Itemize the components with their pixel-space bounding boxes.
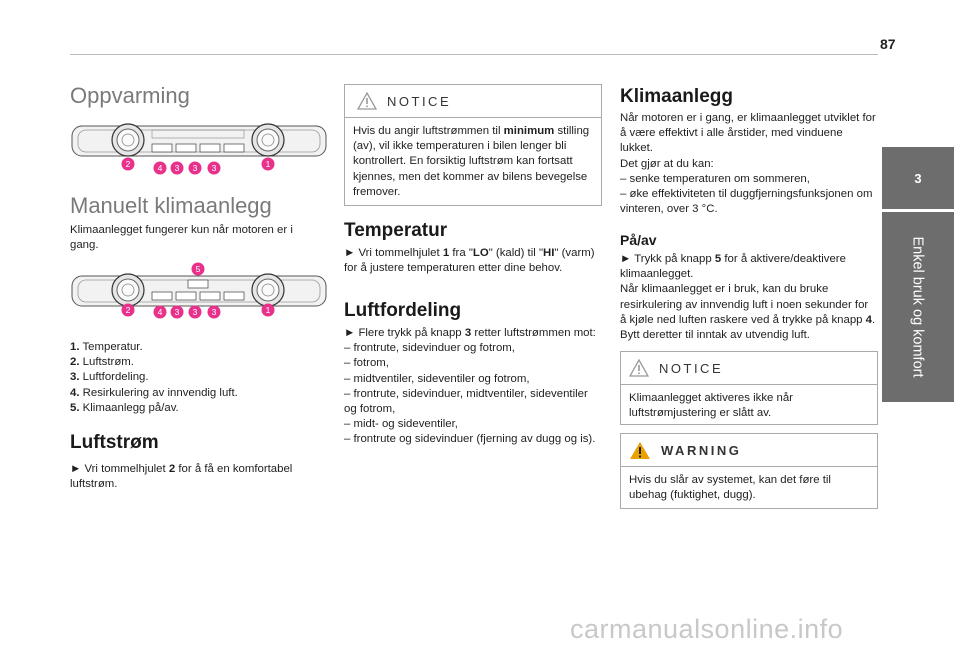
legend-item: 2. Luftstrøm. [70, 356, 134, 369]
temperature-knob-left [112, 124, 144, 156]
callout-label: 3 [174, 307, 180, 317]
heading-oppvarming: Oppvarming [70, 83, 190, 108]
notice-triangle-icon [357, 92, 377, 110]
heading-manuelt-klimaanlegg: Manuelt klimaanlegg [70, 193, 272, 218]
notice-header [345, 85, 601, 118]
chapter-title: Enkel bruk og komfort [910, 236, 927, 378]
header-rule [70, 54, 878, 55]
notice-header [621, 352, 877, 385]
callout-markers-1 [122, 158, 275, 175]
list-item: – frontrute og sidevinduer (fjerning av dugg og is). [344, 433, 596, 446]
heading-luftstrom: Luftstrøm [70, 432, 159, 453]
heading-temperatur: Temperatur [344, 220, 448, 241]
notice-box-1 [344, 84, 602, 206]
paav-text: ► Trykk på knapp 5 for å aktivere/deaktivere klimaanlegget. Når klimaanlegget er i bruk, kan du bruke resirkulering av innvendig luft i noen sekunder for å kjøle ned luften raskere ved å trykke på knapp 4. Bytt deretter til inntak av utvendig luft. [620, 253, 876, 342]
callout-label: 5 [195, 264, 201, 274]
warning-box [620, 433, 878, 509]
temperature-knob-right [252, 274, 284, 306]
callout-label: 3 [211, 307, 217, 317]
intro-text: Klimaanlegget fungerer kun når motoren er i gang. [70, 224, 293, 252]
temperature-knob-left [112, 274, 144, 306]
klimaanlegg-text: Når motoren er i gang, er klimaanlegget utviklet for å være effektivt i alle årstider, med vinduene lukket. Det gjør at du kan: – senke temperaturen om sommeren, – øke effektiviteten til duggfjerningsfunksjonen om vinteren, over 3 °C. [620, 111, 876, 217]
legend-item: 5. Klimaanlegg på/av. [70, 401, 179, 414]
callout-label: 2 [125, 159, 131, 169]
warning-triangle-icon [629, 441, 651, 460]
temperatur-text: ► Vri tommelhjulet 1 fra "LO" (kald) til "HI" (varm) for å justere temperaturen etter dine behov. [344, 247, 595, 275]
list-item: – midt- og sideventiler, [344, 418, 458, 431]
list-item: – frontrute, sidevinduer, midtventiler, sideventiler og fotrom, [344, 387, 588, 416]
callout-label: 3 [192, 307, 198, 317]
notice-body: Klimaanlegget aktiveres ikke når luftstrømjustering er slått av. [629, 392, 793, 420]
list-item: – fotrom, [344, 357, 389, 370]
legend-item: 1. Temperatur. [70, 341, 143, 353]
callout-label: 3 [192, 163, 198, 173]
callout-label: 4 [157, 163, 163, 173]
temperature-knob-right [252, 124, 284, 156]
list-item: – midtventiler, sideventiler og fotrom, [344, 372, 530, 385]
list-item: – frontrute, sidevinduer og fotrom, [344, 342, 515, 355]
warning-header [621, 434, 877, 467]
notice-box-2 [620, 351, 878, 425]
page-number: 87 [880, 36, 896, 52]
chapter-title-wrap [882, 212, 954, 402]
notice-body: Hvis du angir luftstrømmen til minimum stilling (av), vil ikke temperaturen i bilen lenger bli kontrollert. En forsiktig luftstrøm kan fortsatt kjennes, men det kommer av bilens bevegelse fremover. [353, 125, 590, 198]
heading-paav: På/av [620, 232, 657, 248]
legend-item: 4. Resirkulering av innvendig luft. [70, 386, 238, 399]
callout-label: 2 [125, 305, 131, 315]
heading-luftfordeling: Luftfordeling [344, 300, 462, 321]
callout-label: 4 [157, 307, 163, 317]
climate-panel-image-1 [68, 118, 330, 176]
notice-label: NOTICE [659, 360, 724, 376]
chapter-number-tab: 3 [882, 147, 954, 209]
callout-label: 1 [265, 305, 271, 315]
warning-body: Hvis du slår av systemet, kan det føre til ubehag (fuktighet, dugg). [629, 474, 831, 502]
notice-triangle-icon [629, 359, 649, 377]
legend-list [70, 340, 310, 416]
luftstrom-text: ► Vri tommelhjulet 2 for å få en komfortabel luftstrøm. [70, 463, 293, 491]
watermark-text: carmanualsonline.info [570, 614, 844, 644]
callout-label: 1 [265, 159, 271, 169]
climate-panel-image-2 [68, 262, 330, 320]
notice-label: NOTICE [387, 93, 452, 109]
legend-item: 3. Luftfordeling. [70, 371, 149, 384]
callout-label: 3 [211, 163, 217, 173]
warning-label: WARNING [661, 442, 742, 458]
heading-klimaanlegg: Klimaanlegg [620, 86, 733, 107]
callout-label: 3 [174, 163, 180, 173]
list-item: – senke temperaturen om sommeren, [620, 172, 810, 185]
luftfordeling-text: ► Flere trykk på knapp 3 retter luftstrømmen mot: – frontrute, sidevinduer og fotrom, – fotrom, – midtventiler, sideventiler og fotrom, – frontrute, sidevinduer, midtventiler, sideventiler og fotrom, – midt- og sideventiler, – frontrute og sidevinduer (fjerning av dugg og is). [344, 326, 600, 448]
list-item: – øke effektiviteten til duggfjerningsfunksjonen om vinteren, over 3 °C. [620, 188, 873, 216]
